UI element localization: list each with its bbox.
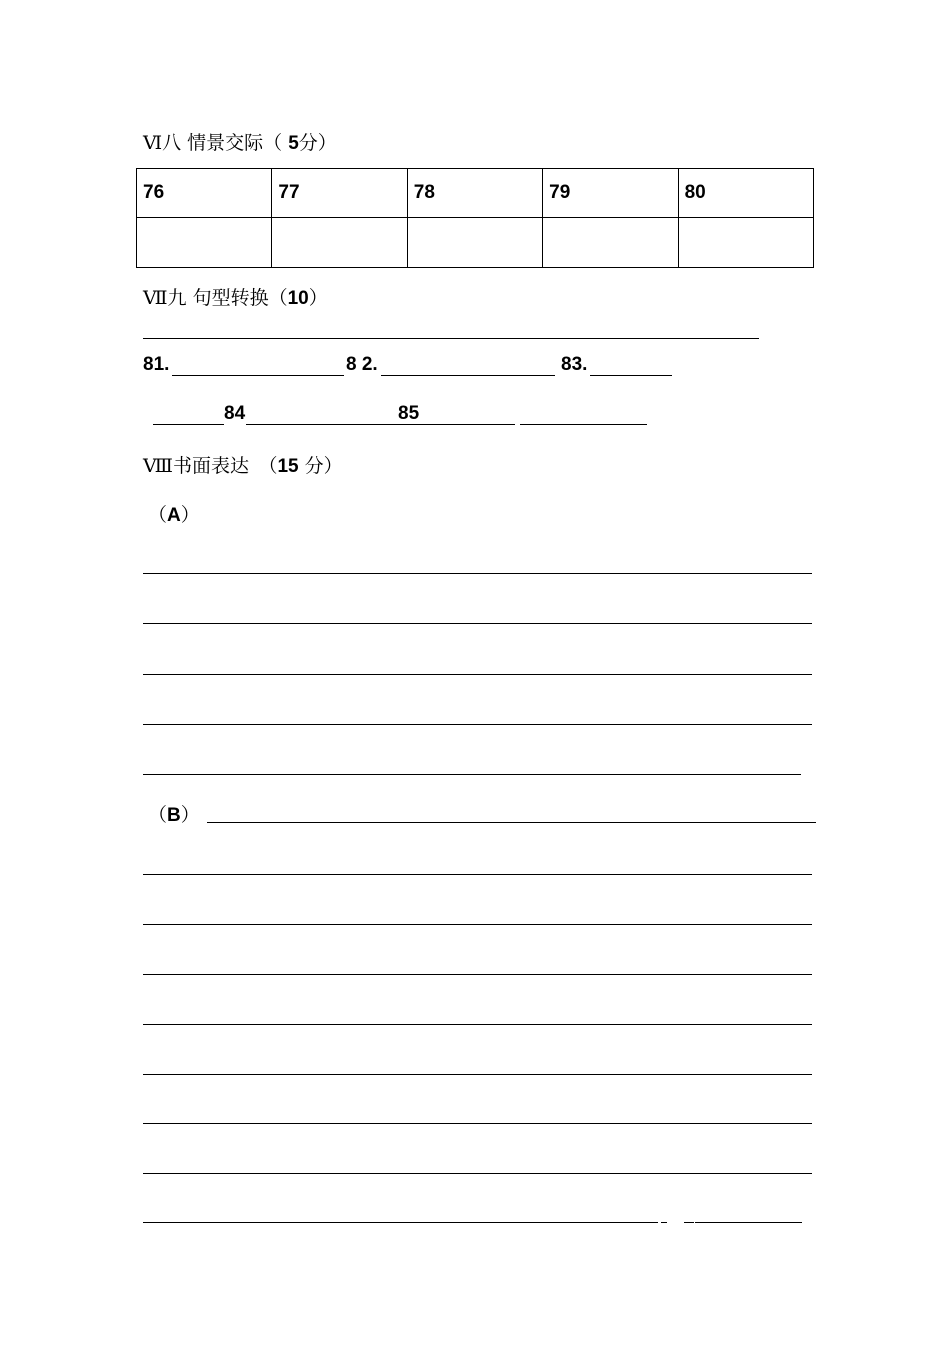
- section-8-heading: [143, 451, 343, 478]
- writing-line-a-5[interactable]: [143, 774, 801, 775]
- question-84-label: 84: [224, 403, 246, 424]
- section-8-title: 书面表达 （: [172, 455, 278, 477]
- section-7-heading: [143, 283, 328, 310]
- answer-table-blank-row: [137, 218, 814, 268]
- answer-line-84[interactable]: [246, 424, 398, 425]
- answer-table-header-row: [137, 169, 814, 218]
- answer-header-78: 78: [407, 169, 542, 218]
- section-7-score: 10: [287, 288, 309, 309]
- section-8-score: 15: [277, 456, 299, 477]
- section-6-title: 八 情景交际（: [162, 132, 283, 154]
- question-85-label: 85: [398, 403, 420, 424]
- answer-line-85-b[interactable]: [520, 424, 647, 425]
- answer-header-76: 76: [137, 169, 272, 218]
- answer-line-85-a[interactable]: [398, 424, 515, 425]
- section-6-unit: 分）: [298, 132, 337, 154]
- section-6-numeral: Ⅵ: [143, 133, 163, 154]
- section-6-heading: [143, 128, 337, 155]
- part-b-letter: B: [167, 805, 181, 826]
- writing-line-b-0[interactable]: [207, 822, 816, 823]
- writing-line-b-3[interactable]: [143, 974, 812, 975]
- part-b-label: [148, 800, 200, 827]
- writing-line-b-1[interactable]: [143, 874, 812, 875]
- part-b-open: （: [148, 804, 168, 826]
- question-83-label: 83.: [561, 354, 588, 375]
- section-7-title: 九 句型转换（: [167, 287, 288, 309]
- part-a-open: （: [148, 504, 168, 526]
- part-a-label: [148, 500, 200, 527]
- writing-line-b-4[interactable]: [143, 1024, 812, 1025]
- writing-line-b-6[interactable]: [143, 1123, 812, 1124]
- answer-line-before-84[interactable]: [153, 424, 224, 425]
- answer-header-77: 77: [272, 169, 407, 218]
- writing-line-b-8d[interactable]: [695, 1222, 802, 1223]
- section-8-numeral: Ⅷ: [143, 456, 173, 477]
- answer-header-80: 80: [678, 169, 813, 218]
- writing-line-b-8b[interactable]: [661, 1222, 667, 1223]
- part-a-close: ）: [180, 504, 200, 526]
- writing-line-b-7[interactable]: [143, 1173, 812, 1174]
- answer-cell-76[interactable]: [137, 218, 272, 268]
- answer-cell-79[interactable]: [543, 218, 678, 268]
- answer-line-81[interactable]: [172, 375, 344, 376]
- writing-line-b-8c[interactable]: [684, 1222, 694, 1223]
- section-7-numeral: Ⅶ: [143, 288, 168, 309]
- answer-line-83[interactable]: [590, 375, 672, 376]
- section-7-close: ）: [308, 287, 328, 309]
- answer-line-section-7[interactable]: [143, 338, 759, 339]
- answer-cell-80[interactable]: [678, 218, 813, 268]
- answer-header-79: 79: [543, 169, 678, 218]
- writing-line-a-2[interactable]: [143, 623, 812, 624]
- part-b-close: ）: [180, 804, 200, 826]
- writing-line-a-3[interactable]: [143, 674, 812, 675]
- part-a-letter: A: [167, 505, 181, 526]
- answer-cell-77[interactable]: [272, 218, 407, 268]
- writing-line-b-5[interactable]: [143, 1074, 812, 1075]
- section-6-score: 5: [288, 133, 299, 154]
- section-8-unit: 分）: [304, 455, 343, 477]
- answer-cell-78[interactable]: [407, 218, 542, 268]
- answer-table: [136, 168, 814, 268]
- writing-line-a-1[interactable]: [143, 573, 812, 574]
- question-81-label: 81.: [143, 354, 170, 375]
- question-82-label: 8 2.: [346, 354, 378, 375]
- writing-line-b-8a[interactable]: [143, 1222, 658, 1223]
- writing-line-b-2[interactable]: [143, 924, 812, 925]
- writing-line-a-4[interactable]: [143, 724, 812, 725]
- answer-line-82[interactable]: [381, 375, 555, 376]
